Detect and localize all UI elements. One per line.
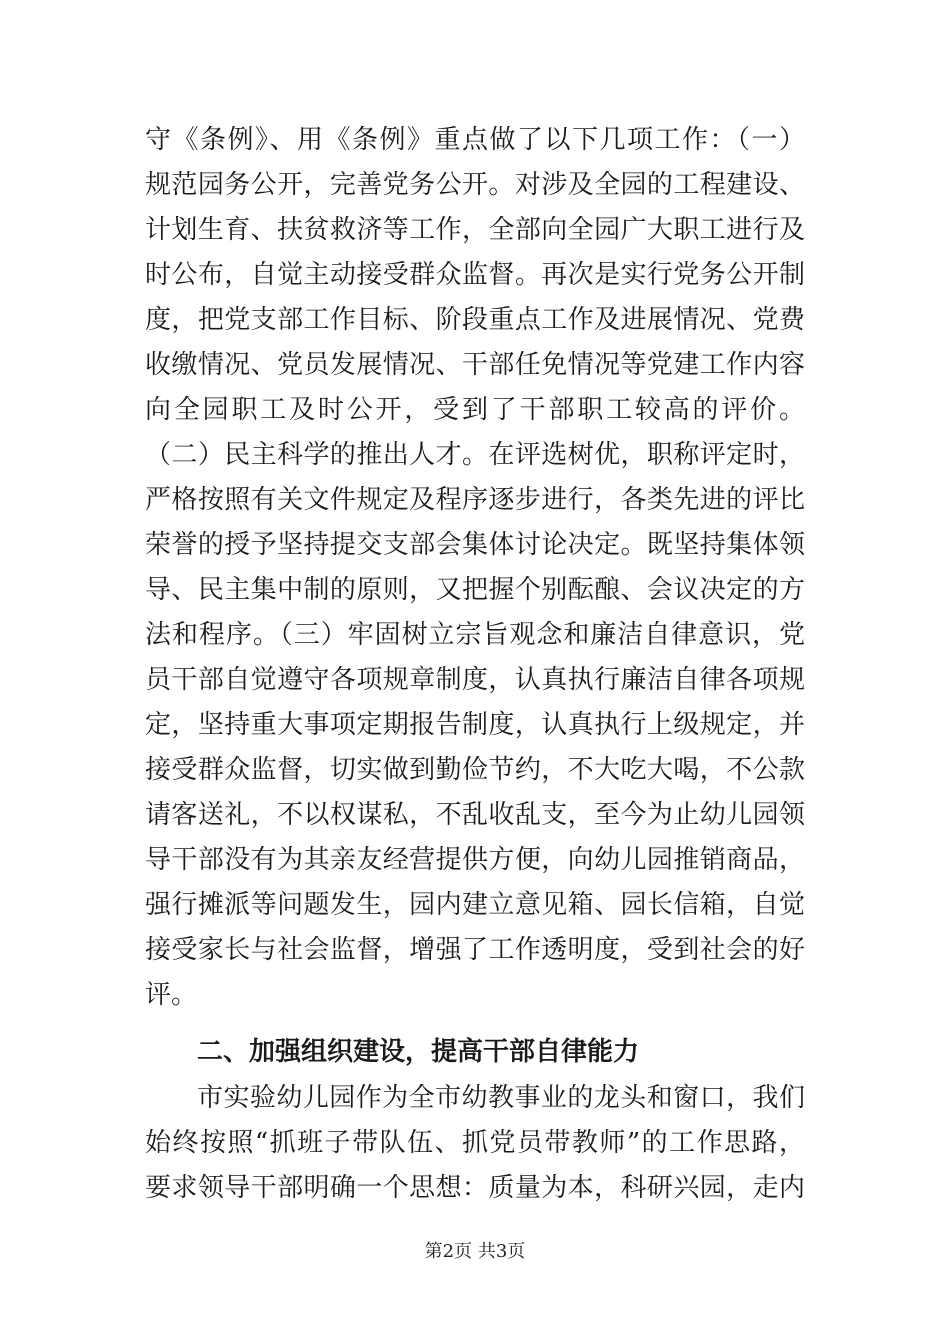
body-line: 时公布，自觉主动接受群众监督。再次是实行党务公开制	[145, 260, 805, 290]
body-line: 员干部自觉遵守各项规章制度，认真执行廉洁自律各项规	[145, 665, 805, 695]
body-line: 收缴情况、党员发展情况、干部任免情况等党建工作内容	[145, 350, 805, 380]
body-line: 请客送礼，不以权谋私，不乱收乱支，至今为止幼儿园领	[145, 800, 805, 830]
body-line: 守《条例》、用《条例》重点做了以下几项工作：（一）	[145, 125, 805, 155]
body-line: 接受群众监督，切实做到勤俭节约，不大吃大喝，不公款	[145, 755, 805, 785]
body-line: 要求领导干部明确一个思想：质量为本，科研兴园，走内	[145, 1173, 805, 1203]
body-line: 始终按照“抓班子带队伍、抓党员带教师”的工作思路，	[145, 1128, 805, 1158]
body-line: 度，把党支部工作目标、阶段重点工作及进展情况、党费	[145, 305, 805, 335]
page-number-footer: 第2页 共3页	[424, 1241, 526, 1262]
body-line: 导干部没有为其亲友经营提供方便，向幼儿园推销商品，	[145, 845, 805, 875]
section-heading: 二、加强组织建设，提高干部自律能力	[197, 1037, 640, 1067]
body-line: 导、民主集中制的原则，又把握个别酝酿、会议决定的方	[145, 575, 805, 605]
body-line: 规范园务公开，完善党务公开。对涉及全园的工程建设、	[145, 170, 805, 200]
body-line: 强行摊派等问题发生，园内建立意见箱、园长信箱，自觉	[145, 890, 805, 920]
body-line: 市实验幼儿园作为全市幼教事业的龙头和窗口，我们	[197, 1083, 805, 1113]
body-line: 荣誉的授予坚持提交支部会集体讨论决定。既坚持集体领	[145, 530, 805, 560]
body-line: 评。	[145, 980, 198, 1010]
body-line: 定，坚持重大事项定期报告制度，认真执行上级规定，并	[145, 710, 805, 740]
body-line: （二）民主科学的推出人才。在评选树优，职称评定时，	[145, 440, 805, 470]
body-line: 法和程序。（三）牢固树立宗旨观念和廉洁自律意识，党	[145, 620, 805, 650]
body-line: 计划生育、扶贫救济等工作，全部向全园广大职工进行及	[145, 215, 805, 245]
body-line: 严格按照有关文件规定及程序逐步进行，各类先进的评比	[145, 485, 805, 515]
body-line: 向全园职工及时公开，受到了干部职工较高的评价。	[145, 395, 805, 425]
body-line: 接受家长与社会监督，增强了工作透明度，受到社会的好	[145, 935, 805, 965]
